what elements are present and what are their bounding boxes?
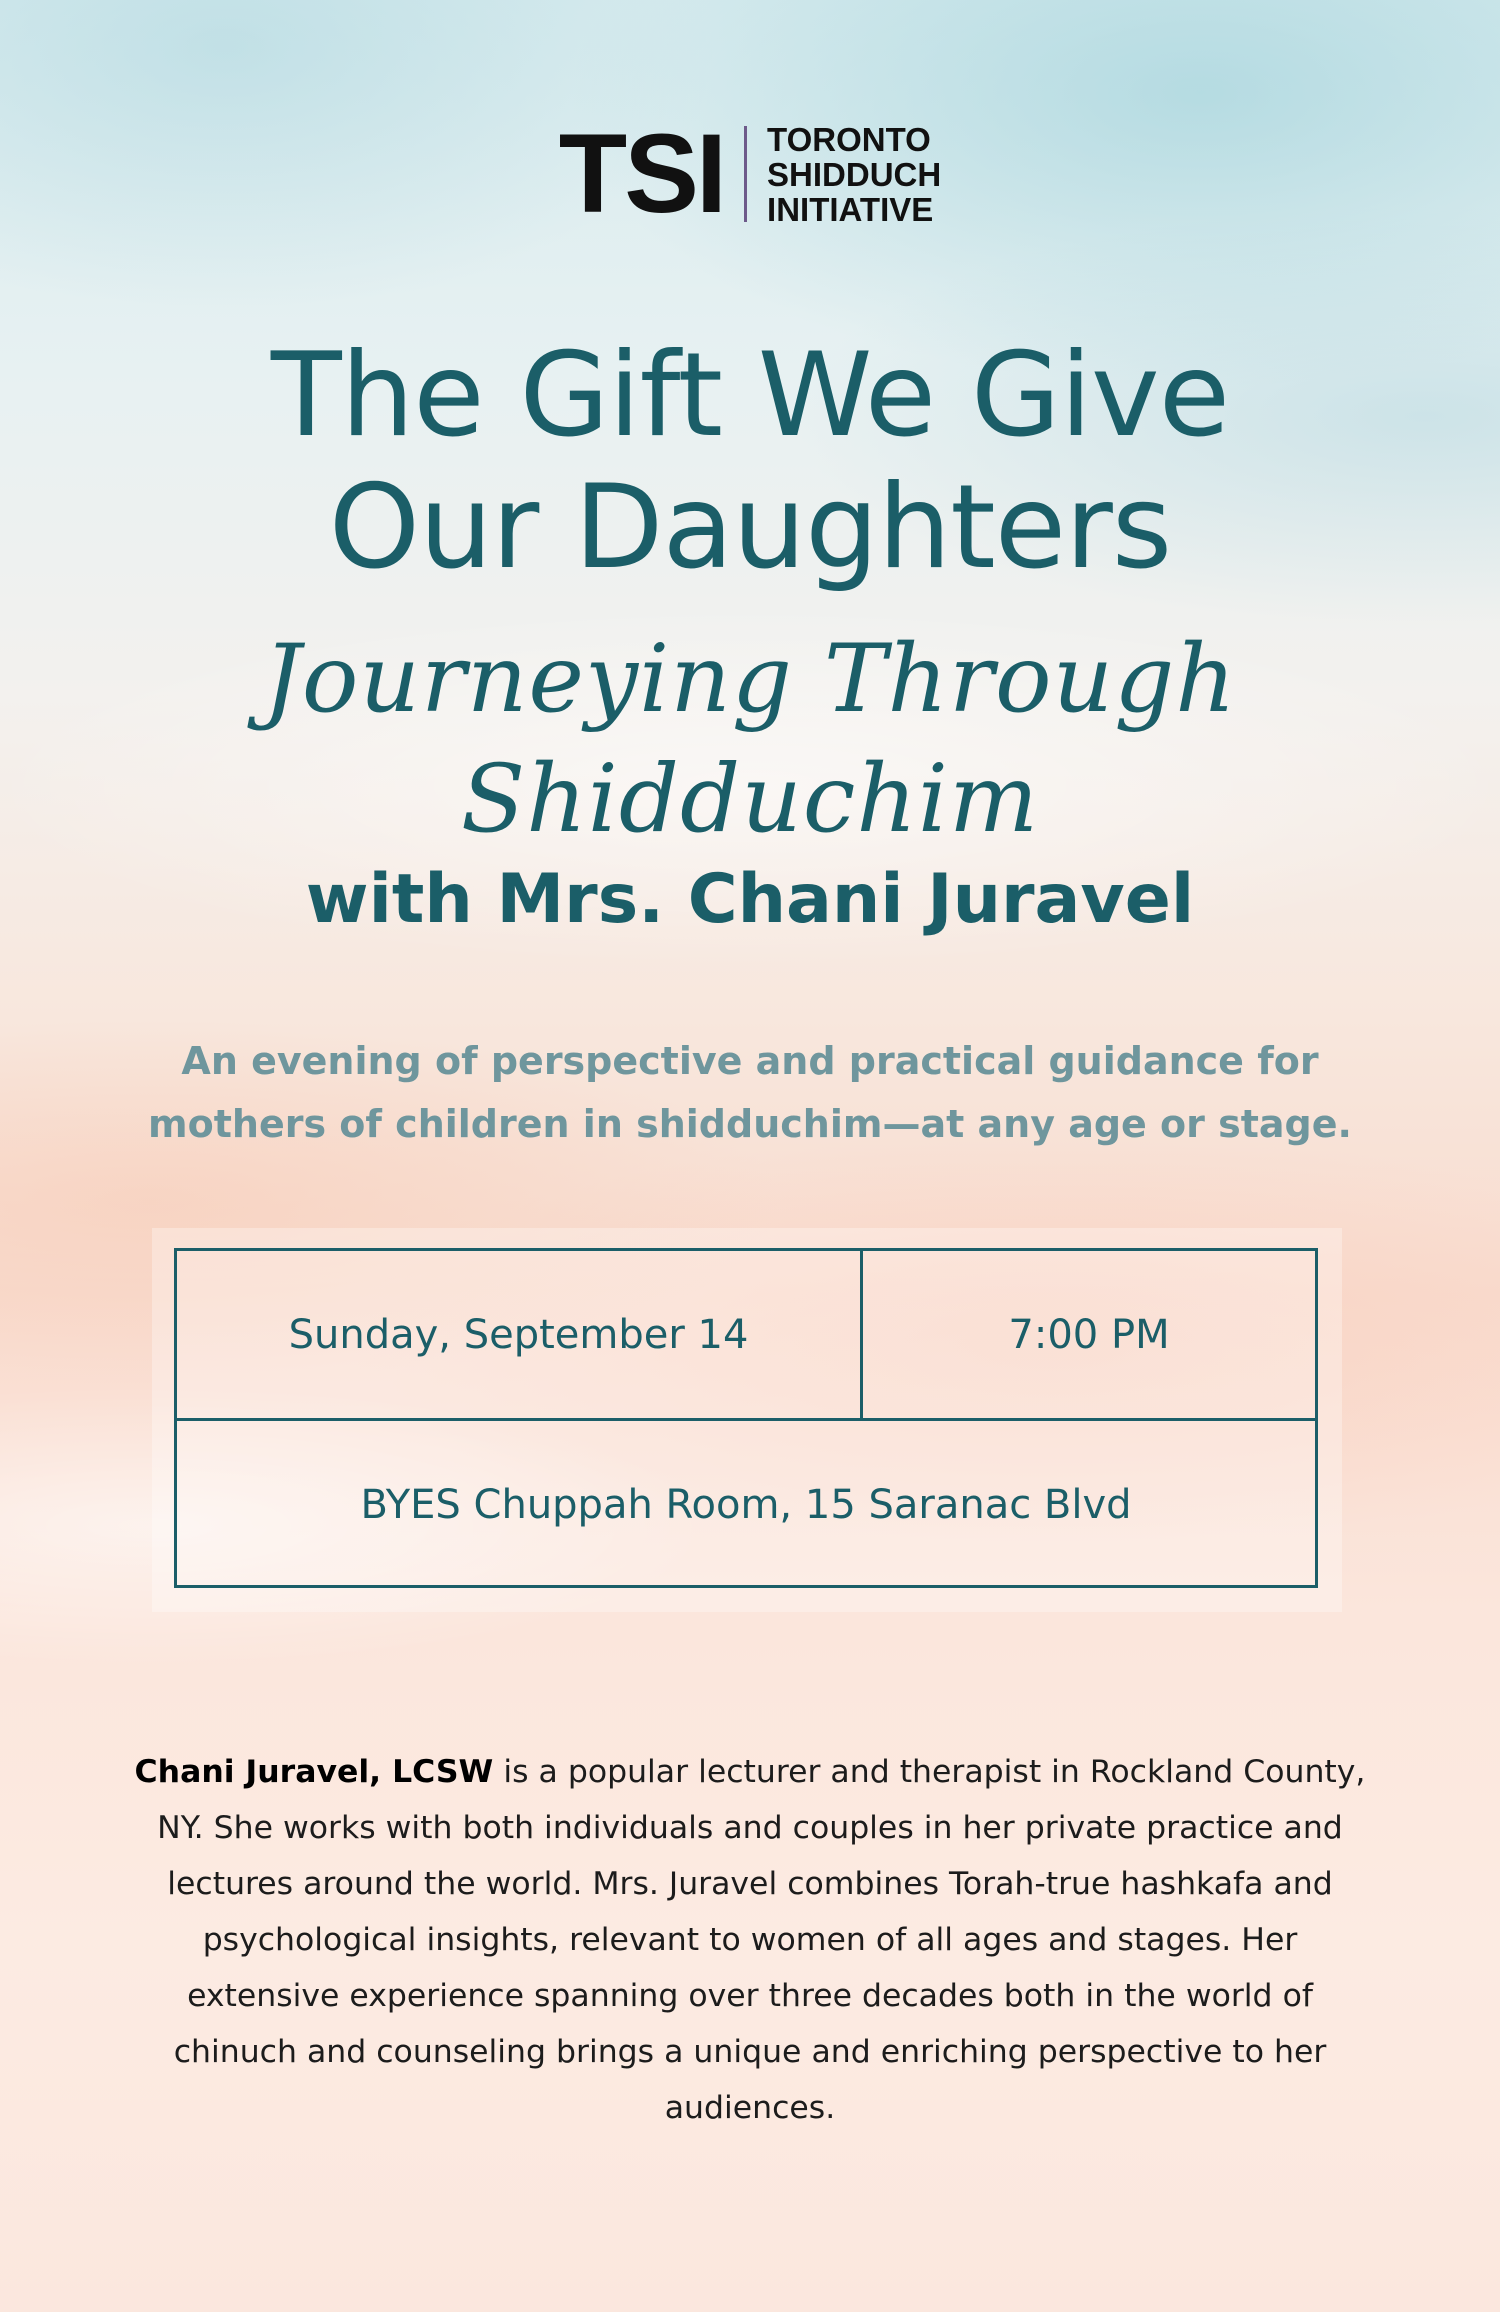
event-details-table (174, 1248, 1318, 1588)
speaker-line: with Mrs. Chani Juravel (305, 860, 1195, 939)
event-time: 7:00 PM (1008, 1311, 1170, 1358)
logo-wordmark (767, 122, 941, 227)
tsi-logo (0, 111, 1500, 236)
event-details-row-venue (177, 1421, 1315, 1588)
speaker-bio-name: Chani Juravel, LCSW (134, 1754, 494, 1790)
event-details-panel (152, 1228, 1342, 1612)
speaker-bio (122, 1744, 1378, 2136)
script-subtitle: Journeying Through Shidduchim (263, 625, 1237, 854)
logo-separator (744, 126, 747, 222)
event-details-row-datetime (177, 1251, 1315, 1421)
event-title-line1: The Gift We Give (270, 328, 1230, 463)
logo-word-shidduch: SHIDDUCH (767, 155, 942, 193)
event-tagline: An evening of perspective and practical guidance for mothers of children in shidduchim—at any age or stage. (148, 1039, 1352, 1146)
event-title-line2: Our Daughters (328, 460, 1172, 595)
event-date: Sunday, September 14 (177, 1251, 863, 1418)
event-title (0, 330, 1500, 594)
logo-word-initiative: INITIATIVE (767, 190, 934, 228)
event-venue: BYES Chuppah Room, 15 Saranac Blvd (360, 1481, 1132, 1528)
logo-mark: TSI (558, 111, 725, 236)
speaker-bio-text: is a popular lecturer and therapist in Rockland County, NY. She works with both individuals and couples in her private practice and lectures around the world. Mrs. Juravel combines Torah-true hashkafa and psychological insights, relevant to women of all ages and stages. Her extensive experience spanning over three decades both in the world of chinuch and counseling brings a unique and enriching perspective to her audiences. (157, 1754, 1366, 2126)
logo-word-toronto: TORONTO (767, 120, 931, 158)
